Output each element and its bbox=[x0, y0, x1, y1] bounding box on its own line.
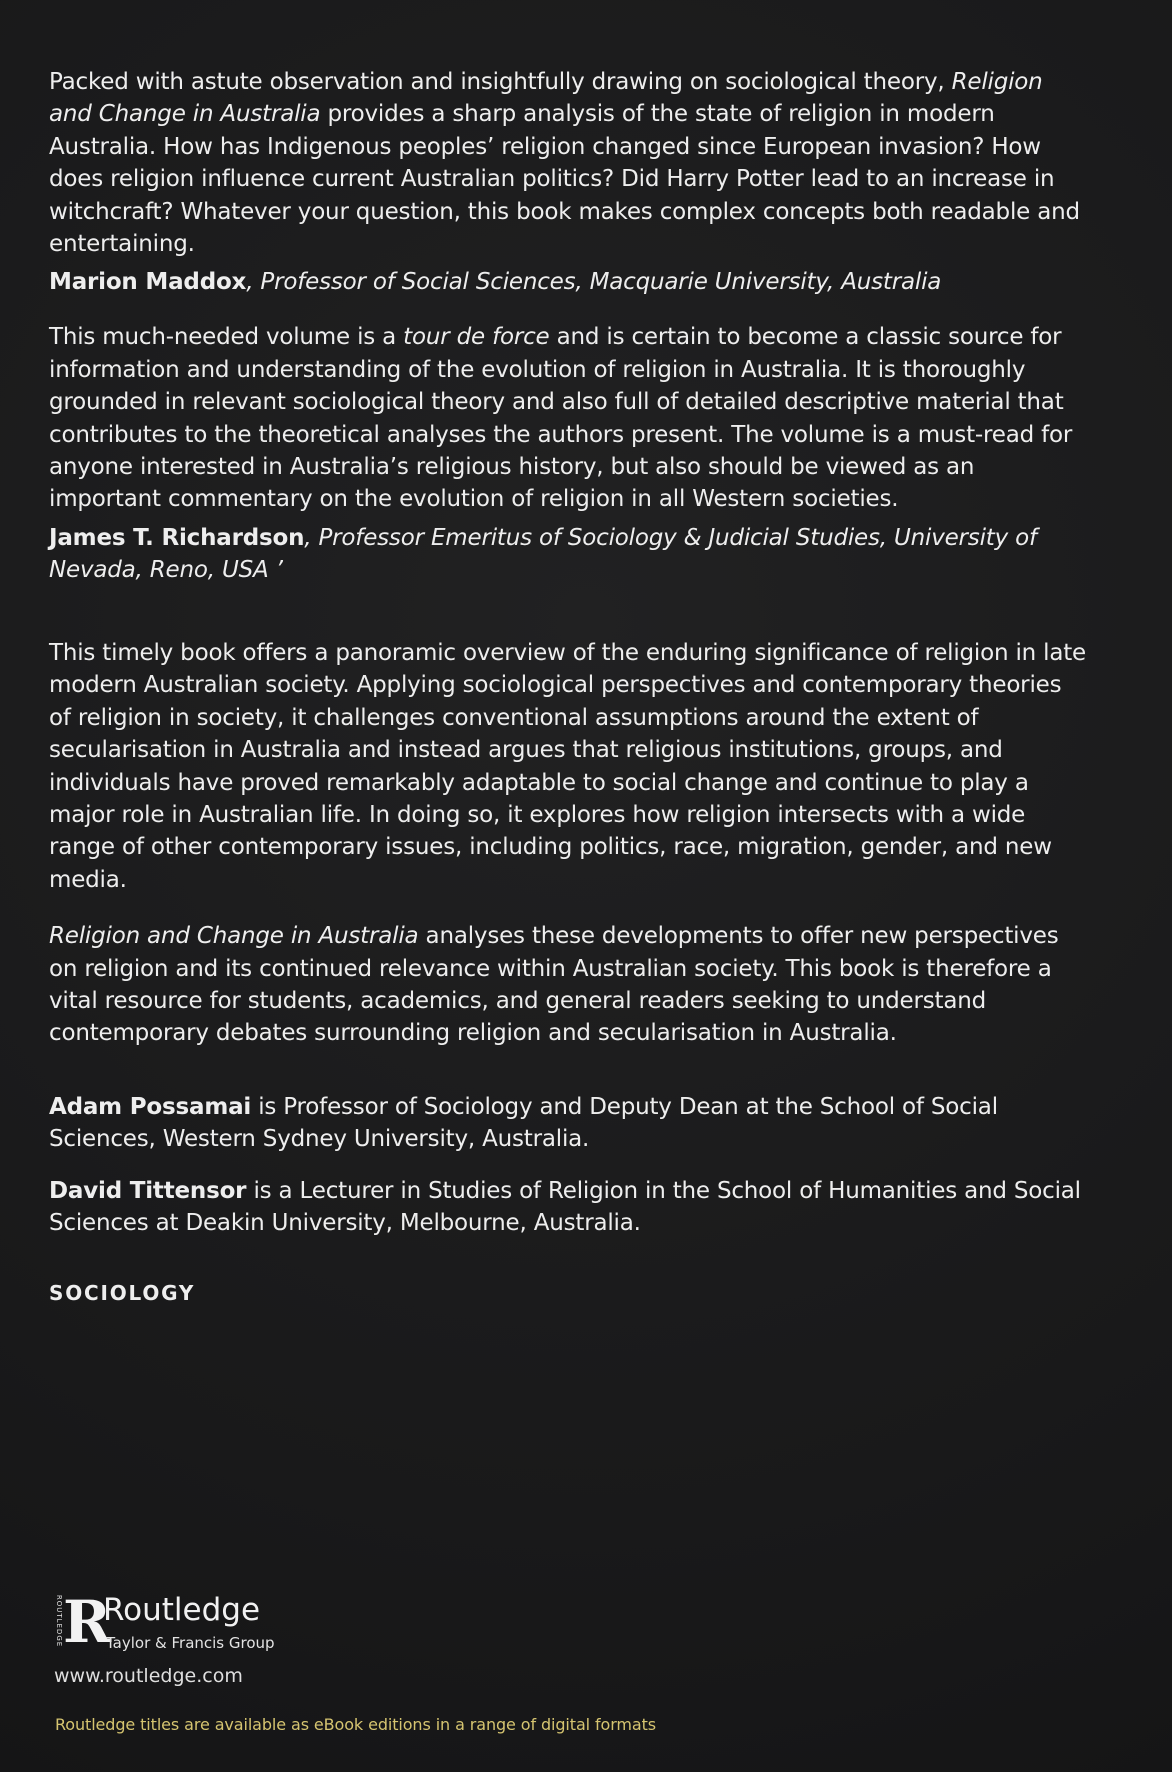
publisher-website: www.routledge.com bbox=[54, 1665, 243, 1687]
routledge-logo bbox=[52, 1588, 312, 1658]
author-name: Adam Possamai bbox=[49, 1093, 252, 1120]
reviewer-name: Marion Maddox bbox=[49, 269, 247, 296]
review-quote-1-text: Packed with astute observation and insightfully drawing on sociological theory, bbox=[49, 69, 952, 95]
description-paragraph-2 bbox=[49, 920, 1089, 1050]
description-paragraph-2-text: analyses these developments to offer new perspectives on religion and its continued relevance within Australian society. This book is therefore a vital resource for students, academics, and general readers seeking to understand contemporary debates surrounding religion and secularisation in Australia. bbox=[49, 923, 1059, 1047]
review-italic-phrase: tour de force bbox=[403, 324, 550, 351]
author-bio-2 bbox=[49, 1175, 1089, 1240]
reviewer-affiliation: , Professor Emeritus of Sociology & Judicial Studies, University of Nevada, Reno, USA ’ bbox=[49, 524, 1037, 583]
review-quote-2-text: This much-needed volume is a bbox=[49, 324, 404, 351]
routledge-r-letter: R bbox=[63, 1588, 112, 1656]
review-credit-2 bbox=[49, 522, 1089, 586]
cover-text bbox=[49, 66, 1089, 1307]
author-name: David Tittensor bbox=[49, 1177, 247, 1204]
review-quote-1-text-rest: provides a sharp analysis of the state of religion in modern Australia. How has Indigenous peoples’ religion changed since European invasion? How does religion influence current Australian politics? Did Harry Potter lead to an increase in witchcraft? Whatever your question, this book makes complex concepts both readable and entertaining. bbox=[49, 101, 1080, 258]
review-quote-1 bbox=[49, 66, 1089, 260]
review-quote-2 bbox=[49, 321, 1089, 515]
ebook-availability-note: Routledge titles are available as eBook editions in a range of digital formats bbox=[55, 1715, 657, 1734]
description-paragraph-1: This timely book offers a panoramic overview of the enduring significance of religion in late modern Australian society. Applying sociological perspectives and contemporary theories of religion in society, it challenges conventional assumptions around the extent of secularisation in Australia and instead argues that religious institutions, groups, and individuals have proved remarkably adaptable to social change and continue to play a major role in Australian life. In doing so, it explores how religion intersects with a wide range of other contemporary issues, including politics, race, migration, gender, and new media. bbox=[49, 639, 1087, 893]
reviewer-affiliation: , Professor of Social Sciences, Macquarie University, Australia bbox=[246, 269, 942, 296]
author-bio-1 bbox=[49, 1091, 1089, 1156]
publisher-name: Routledge bbox=[103, 1592, 261, 1628]
book-title-italic: Religion and Change in Australia bbox=[49, 69, 1043, 128]
subject-category: SOCIOLOGY bbox=[49, 1281, 196, 1306]
author-bio-text: is a Lecturer in Studies of Religion in the School of Humanities and Social Sciences at Deakin University, Melbourne, Australia. bbox=[49, 1177, 1081, 1236]
routledge-vertical-text: ROUTLEDGE bbox=[55, 1594, 63, 1648]
routledge-r-icon bbox=[52, 1588, 112, 1658]
review-quote-2-text-rest: and is certain to become a classic source for information and understanding of the evolution of religion in Australia. It is thoroughly grounded in relevant sociological theory and also full of detailed descriptive material that contributes to the theoretical analyses the authors present. The volume is a must-read for anyone interested in Australia’s religious history, but also should be viewed as an important commentary on the evolution of religion in all Western societies. bbox=[49, 324, 1073, 513]
reviewer-name: James T. Richardson bbox=[49, 524, 305, 551]
book-title-italic: Religion and Change in Australia bbox=[49, 923, 419, 950]
author-bio-text: is Professor of Sociology and Deputy Dean at the School of Social Sciences, Western Sydney University, Australia. bbox=[49, 1093, 998, 1153]
publisher-group: Taylor & Francis Group bbox=[106, 1634, 275, 1652]
review-credit-1 bbox=[49, 266, 1089, 298]
